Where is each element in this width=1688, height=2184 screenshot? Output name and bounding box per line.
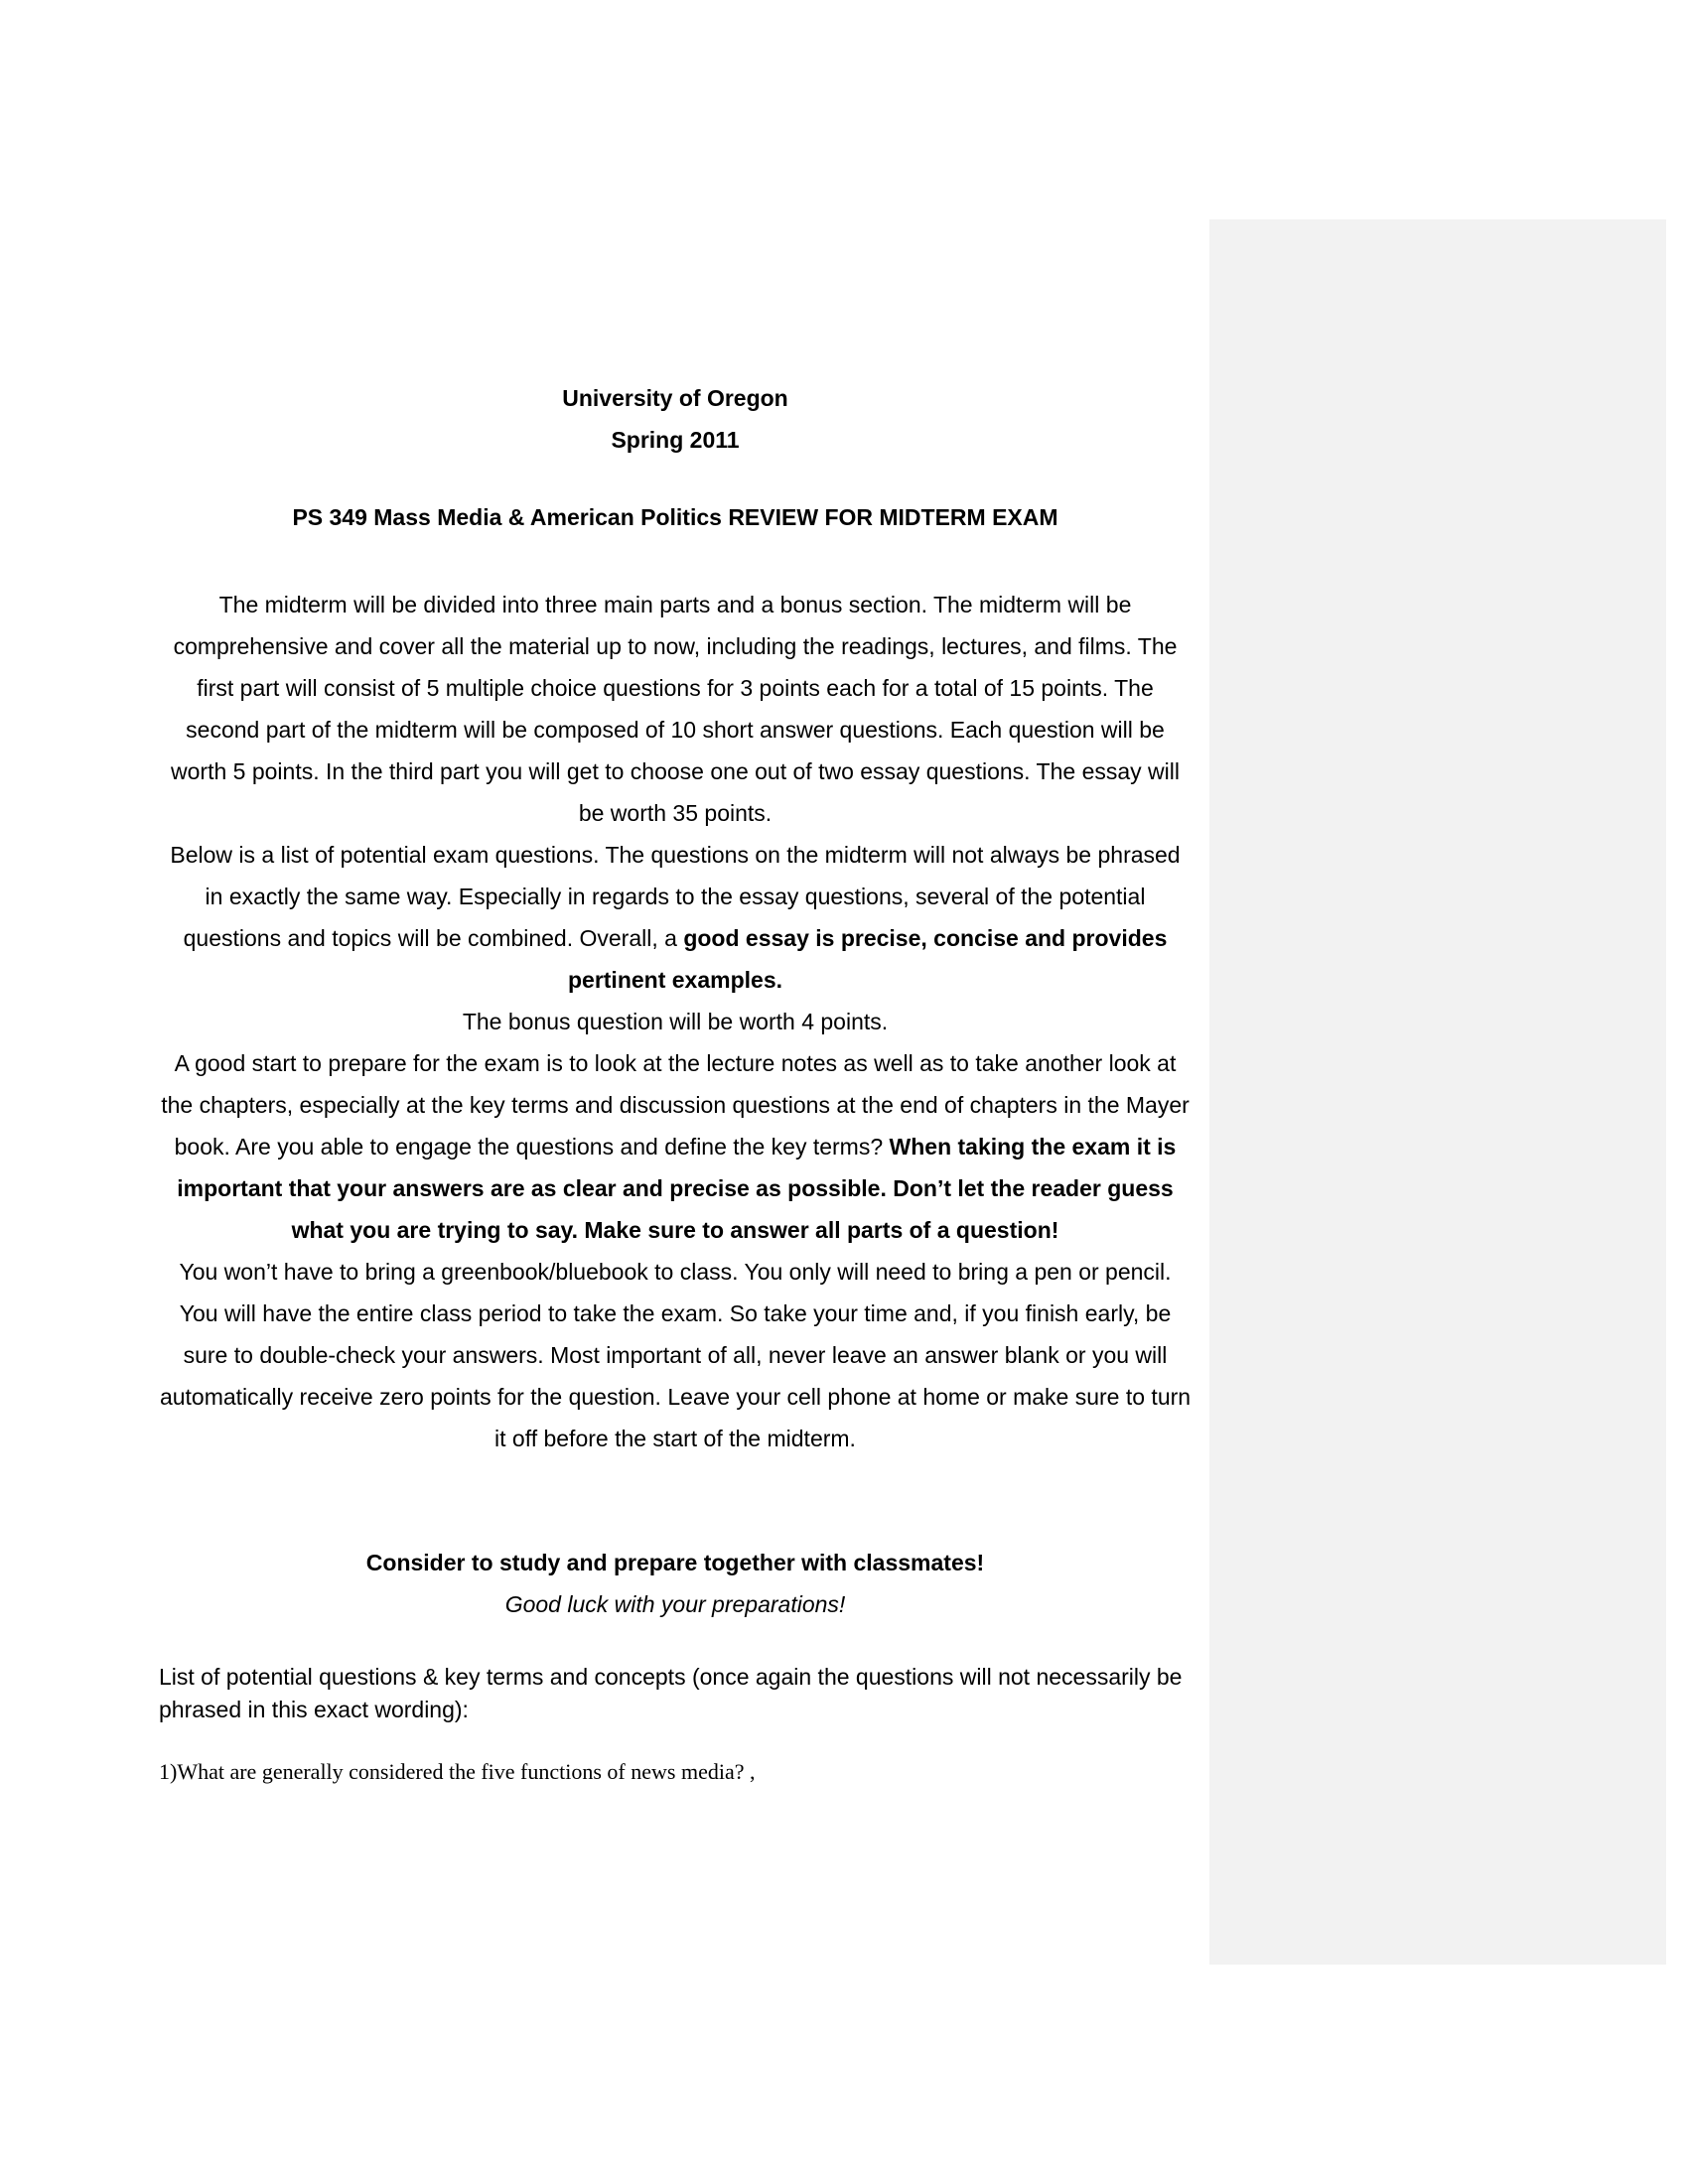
closing-notes	[159, 1542, 1192, 1625]
course-title: PS 349 Mass Media & American Politics REVIEW FOR MIDTERM EXAM	[292, 504, 1058, 530]
instructions-paragraph-bonus: The bonus question will be worth 4 points.	[462, 1009, 889, 1034]
clarity-emphasis: When taking the exam it is important that your answers are as clear and precise as possible. Don’t let the reader guess what you are trying to say. Make sure to answer all parts of a question!	[177, 1134, 1177, 1243]
instructions-paragraph-question-list	[159, 834, 1192, 1001]
question-list-intro: List of potential questions & key terms and concepts (once again the questions will not necessarily be phrased in this exact wording):	[159, 1664, 1183, 1722]
instructions-paragraph-logistics: You won’t have to bring a greenbook/bluebook to class. You only will need to bring a pen or pencil. You will have the entire class period to take the exam. So take your time and, if you finish early, be sure to double-check your answers. Most important of all, never leave an answer blank or you will automatically receive zero points for the question. Leave your cell phone at home or make sure to turn it off before the start of the midterm.	[159, 1259, 1192, 1451]
good-essay-emphasis: good essay is precise, concise and provides pertinent examples.	[567, 925, 1168, 993]
instructions-body	[159, 584, 1192, 1459]
instructions-paragraph-exam-structure: The midterm will be divided into three main parts and a bonus section. The midterm will be comprehensive and cover all the material up to now, including the readings, lectures, and films. The first part will consist of 5 multiple choice questions for 3 points each for a total of 15 points. The second part of the midterm will be composed of 10 short answer questions. Each question will be worth 5 points. In the third part you will get to choose one out of two essay questions. The essay will be worth 35 points.	[171, 592, 1180, 826]
study-together-note: Consider to study and prepare together with classmates!	[365, 1550, 985, 1575]
institution-name: University of Oregon	[562, 385, 788, 411]
document-header	[159, 377, 1192, 461]
instructions-paragraph-preparation	[159, 1042, 1192, 1251]
comment-margin-pane	[1209, 219, 1666, 1965]
question-item: 1)What are generally considered the five functions of news media? ,	[159, 1759, 756, 1784]
preparation-text: A good start to prepare for the exam is to look at the lecture notes as well as to take another look at the chapters, especially at the key terms and discussion questions at the end of chapters in the Mayer book. Are you able to engage the questions and define the key terms?	[161, 1050, 1190, 1160]
question-list-text: Below is a list of potential exam questions. The questions on the midterm will not always be phrased in exactly the same way. Especially in regards to the essay questions, several of the potential questions and topics will be combined. Overall, a	[170, 842, 1181, 951]
good-luck-note: Good luck with your preparations!	[504, 1591, 846, 1617]
term-label: Spring 2011	[611, 427, 740, 453]
